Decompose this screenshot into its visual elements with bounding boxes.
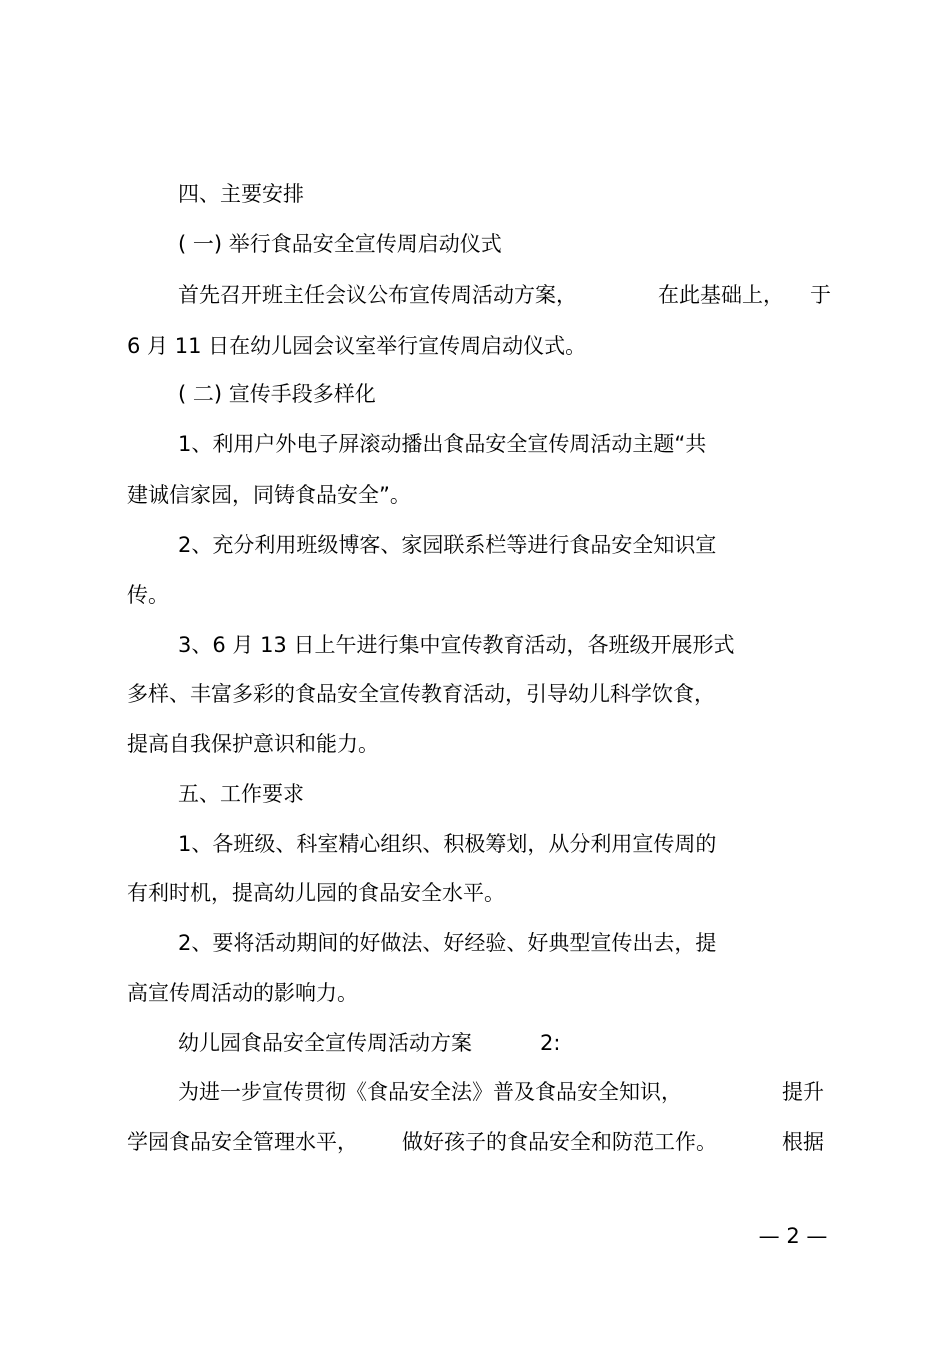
- text-segment: 提升: [782, 1080, 824, 1104]
- text-segment: 多样、丰富多彩的食品安全宣传教育活动，引导幼儿科学饮食，: [127, 682, 715, 706]
- paragraph-line: [0, 277, 950, 313]
- text-segment: 6 月 11 日在幼儿园会议室举行宣传周启动仪式。: [127, 334, 587, 358]
- text-segment: 有利时机，提高幼儿园的食品安全水平。: [127, 881, 505, 905]
- text-segment: 1、各班级、科室精心组织、积极筹划，从分利用宣传周的: [178, 832, 717, 856]
- paragraph-line: [0, 925, 950, 961]
- paragraph-line: [0, 527, 950, 563]
- paragraph-line: [0, 975, 950, 1011]
- paragraph-line: [0, 676, 950, 712]
- text-segment: 于: [810, 283, 831, 307]
- paragraph-line: [0, 826, 950, 862]
- paragraph-line: [0, 477, 950, 513]
- paragraph-line: [0, 1074, 950, 1110]
- section-heading-work-requirements: [0, 776, 950, 812]
- text-segment: 高宣传周活动的影响力。: [127, 981, 358, 1005]
- text-segment: 建诚信家园，同铸食品安全”。: [127, 483, 411, 507]
- section-heading-main-arrangements: [0, 176, 950, 212]
- text-segment: 四、主要安排: [178, 182, 304, 206]
- text-segment: ( 二) 宣传手段多样化: [178, 382, 376, 406]
- paragraph-line: [0, 726, 950, 762]
- text-segment: 2:: [540, 1031, 561, 1055]
- paragraph-line: [0, 875, 950, 911]
- subsection-heading-diverse-methods: [0, 376, 950, 412]
- paragraph-line: [0, 328, 950, 364]
- text-segment: 五、工作要求: [178, 782, 304, 806]
- text-segment: 学园食品安全管理水平，: [127, 1130, 358, 1154]
- text-segment: 传。: [127, 583, 169, 607]
- text-segment: 在此基础上，: [658, 283, 784, 307]
- paragraph-line: [0, 627, 950, 663]
- text-segment: 2、要将活动期间的好做法、好经验、好典型宣传出去，提: [178, 931, 717, 955]
- text-segment: 2、充分利用班级博客、家园联系栏等进行食品安全知识宣: [178, 533, 717, 557]
- text-segment: 为进一步宣传贯彻《食品安全法》普及食品安全知识，: [178, 1080, 682, 1104]
- text-segment: 首先召开班主任会议公布宣传周活动方案，: [178, 283, 577, 307]
- paragraph-line: [0, 1124, 950, 1160]
- paragraph-line: [0, 577, 950, 613]
- text-segment: 幼儿园食品安全宣传周活动方案: [178, 1031, 472, 1055]
- text-segment: 提高自我保护意识和能力。: [127, 732, 379, 756]
- subsection-heading-launch-ceremony: [0, 226, 950, 262]
- text-segment: 根据: [782, 1130, 824, 1154]
- text-segment: 3、6 月 13 日上午进行集中宣传教育活动，各班级开展形式: [178, 633, 735, 657]
- text-segment: ( 一) 举行食品安全宣传周启动仪式: [178, 232, 502, 256]
- paragraph-line: [0, 426, 950, 462]
- text-segment: 1、利用户外电子屏滚动播出食品安全宣传周活动主题“共: [178, 432, 707, 456]
- document-subtitle-plan-2: [0, 1025, 950, 1061]
- page-number: — 2 —: [758, 1224, 828, 1248]
- text-segment: 做好孩子的食品安全和防范工作。: [402, 1130, 717, 1154]
